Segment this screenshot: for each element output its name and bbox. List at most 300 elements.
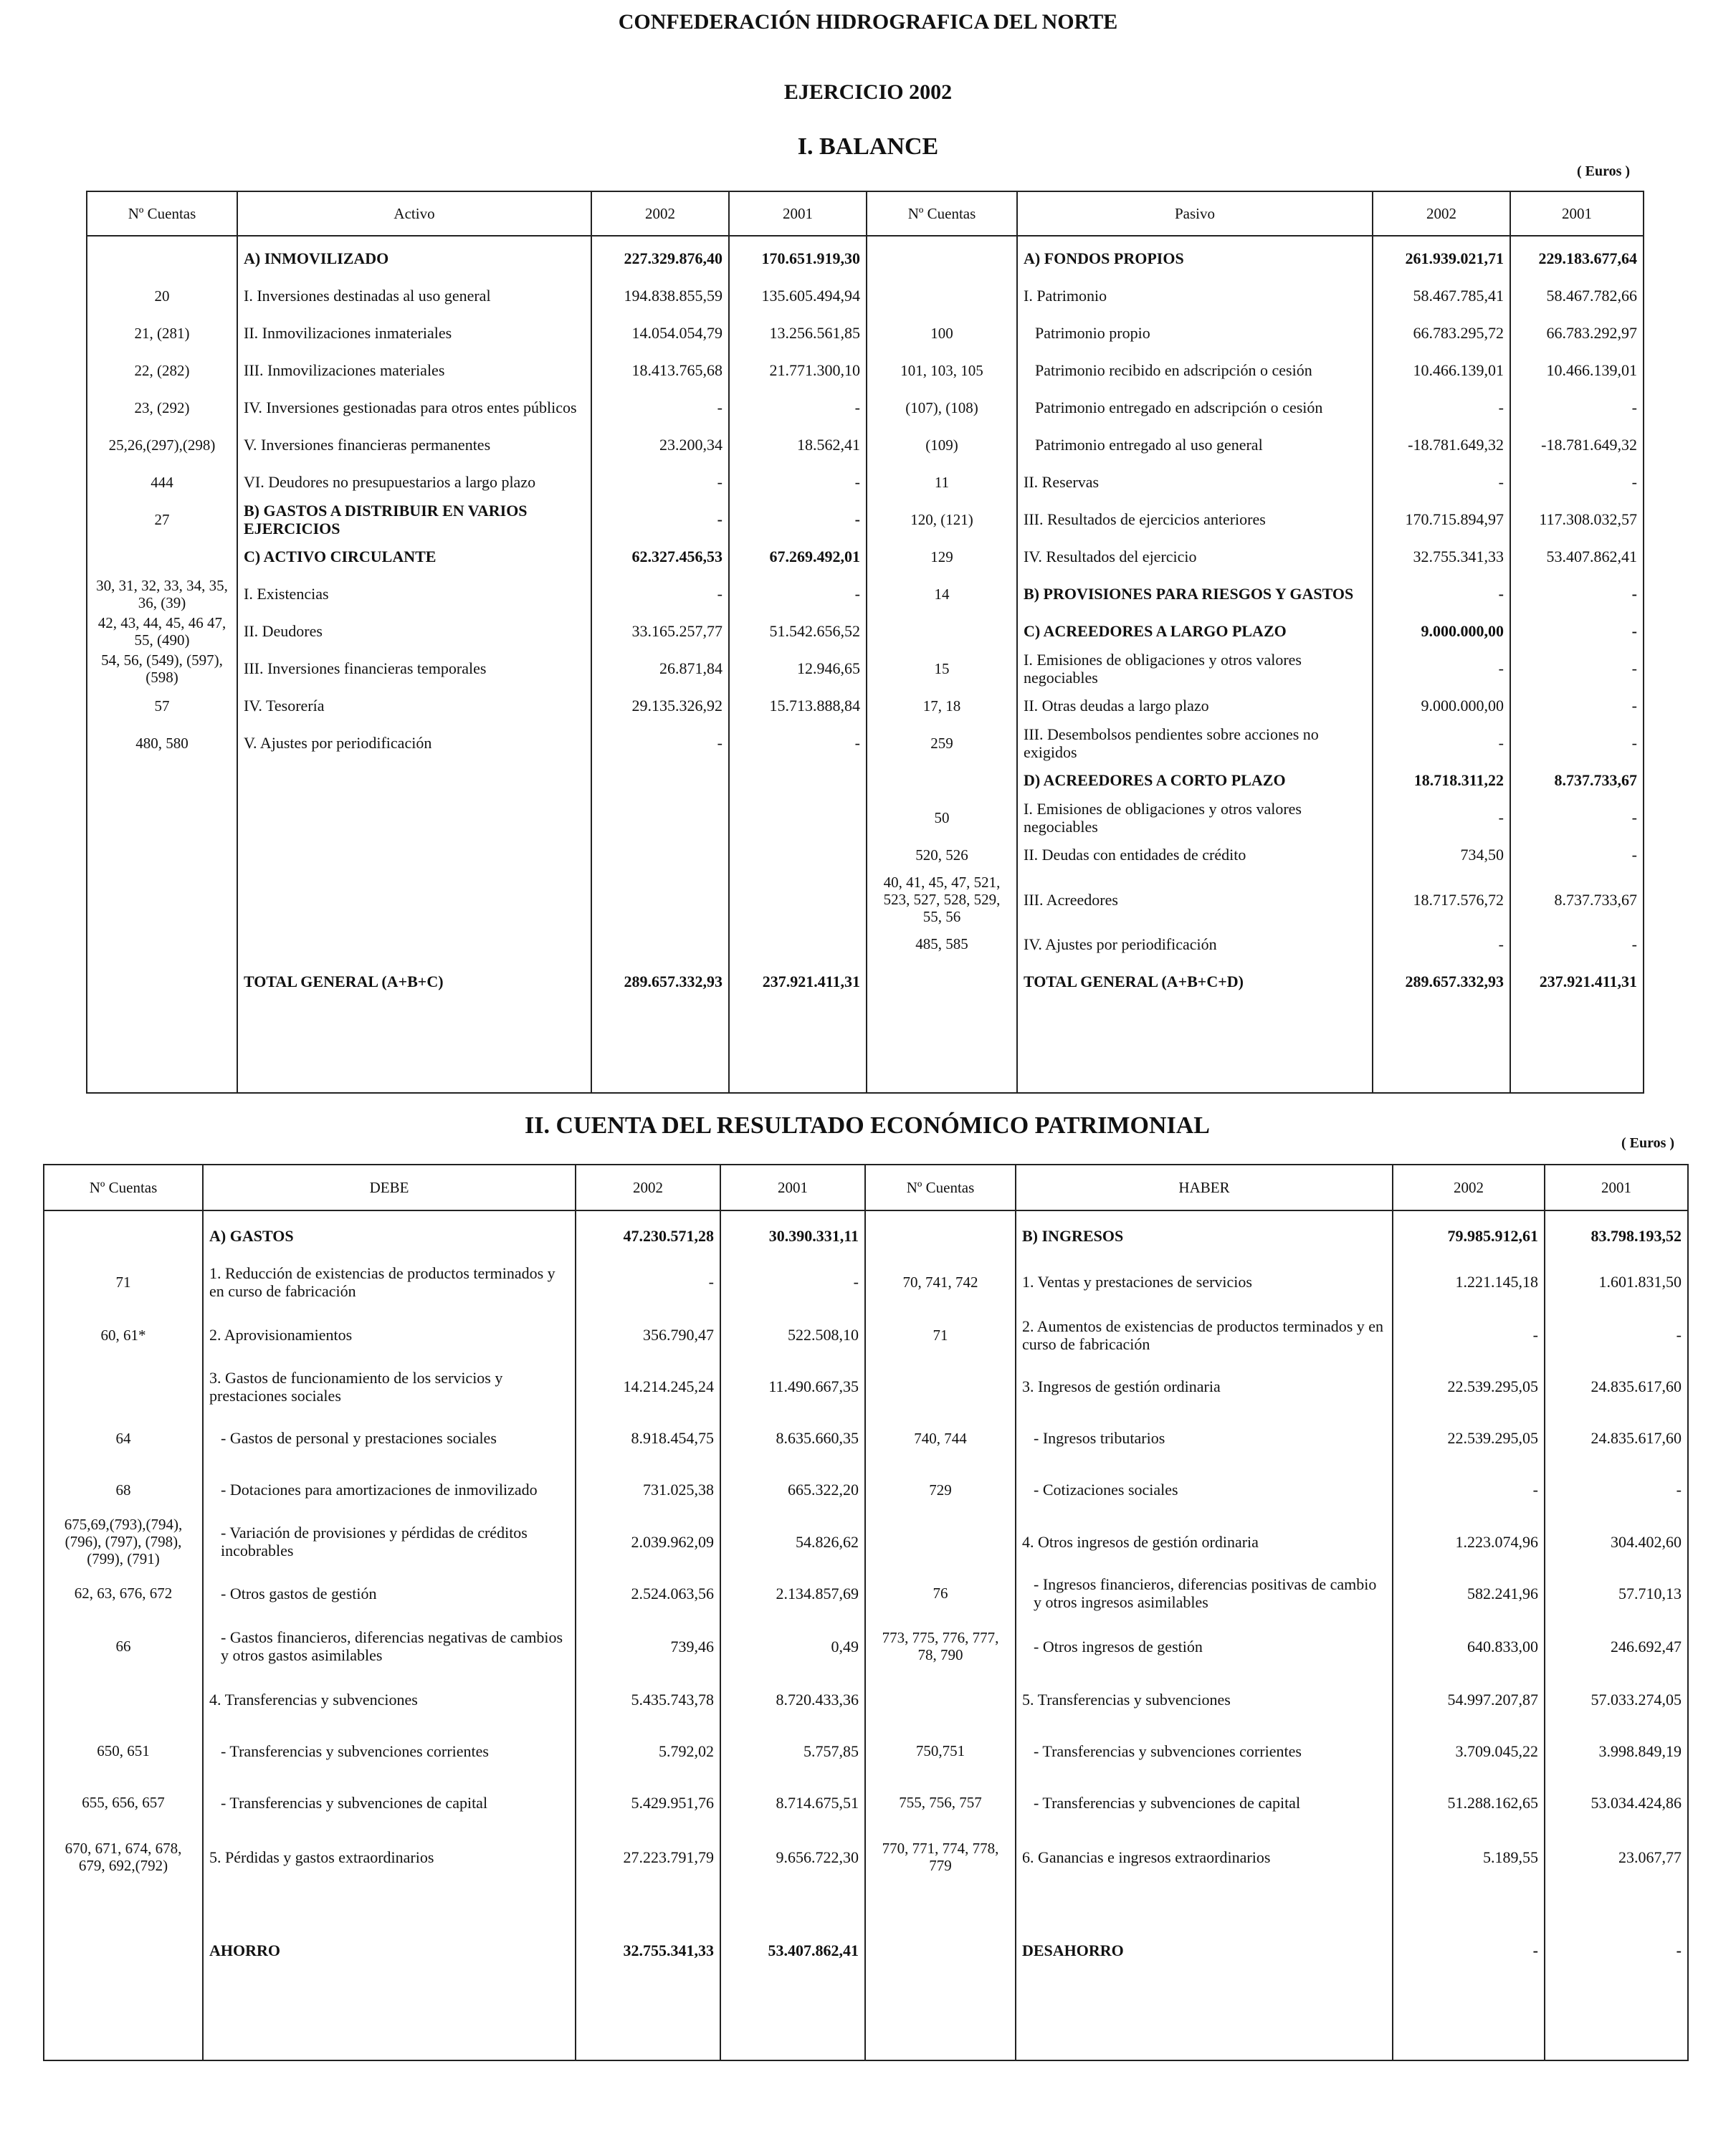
value-left-2002: 194.838.855,59 — [591, 277, 729, 315]
value-left-2002: 23.200,34 — [591, 426, 729, 464]
value-right-2001: - — [1510, 389, 1644, 426]
value-left-2002: 29.135.326,92 — [591, 687, 729, 725]
value-left-2001: 5.757,85 — [720, 1725, 865, 1777]
value-right-2002: - — [1393, 1464, 1545, 1516]
label-right: 5. Transferencias y subvenciones — [1016, 1673, 1393, 1725]
value-right-2001: 53.407.862,41 — [1510, 538, 1644, 575]
label-left: A) GASTOS — [203, 1218, 576, 1255]
balance-table — [86, 191, 1644, 1094]
value-left-2002: 5.792,02 — [576, 1725, 720, 1777]
column-header: Activo — [237, 191, 591, 236]
column-header: HABER — [1016, 1165, 1393, 1210]
value-right-2002: - — [1393, 1309, 1545, 1361]
cuentas-right — [865, 1516, 1016, 1567]
table-row — [87, 352, 1644, 389]
cuentas-right: 750,751 — [865, 1725, 1016, 1777]
cuentas-right — [867, 762, 1017, 799]
value-right-2001: 24.835.617,60 — [1545, 1361, 1688, 1413]
cuentas-right — [865, 1673, 1016, 1725]
label-right: I. Emisiones de obligaciones y otros valores negociables — [1017, 799, 1373, 836]
value-right-2001: 229.183.677,64 — [1510, 240, 1644, 277]
label-left: V. Inversiones financieras permanentes — [237, 426, 591, 464]
table-row — [87, 799, 1644, 836]
value-right-2002: 22.539.295,05 — [1393, 1413, 1545, 1464]
label-left: - Gastos financieros, diferencias negativas de cambios y otros gastos asimilables — [203, 1619, 576, 1673]
table-row — [87, 538, 1644, 575]
cuentas-left: 21, (281) — [87, 315, 237, 352]
label-right: Patrimonio recibido en adscripción o cesión — [1017, 352, 1373, 389]
value-right-2002: -18.781.649,32 — [1373, 426, 1510, 464]
resultado-units: ( Euros ) — [1621, 1135, 1675, 1151]
table-row — [87, 925, 1644, 962]
cuentas-left: 25,26,(297),(298) — [87, 426, 237, 464]
value-right-2001: - — [1545, 1886, 1688, 2015]
value-left-2001: 665.322,20 — [720, 1464, 865, 1516]
label-left: - Otros gastos de gestión — [203, 1567, 576, 1619]
table-row — [44, 1255, 1688, 1309]
table-row — [44, 1567, 1688, 1619]
value-left-2001: 18.562,41 — [729, 426, 867, 464]
cuentas-right: 770, 771, 774, 778, 779 — [865, 1828, 1016, 1886]
value-right-2001: 246.692,47 — [1545, 1619, 1688, 1673]
value-left-2002: 14.214.245,24 — [576, 1361, 720, 1413]
value-right-2002: - — [1373, 650, 1510, 687]
value-left-2002: - — [591, 389, 729, 426]
label-right: 2. Aumentos de existencias de productos terminados y en curso de fabricación — [1016, 1309, 1393, 1361]
spacer-row — [87, 1000, 1644, 1093]
value-left-2001: 170.651.919,30 — [729, 240, 867, 277]
value-left-2002: 2.039.962,09 — [576, 1516, 720, 1567]
value-right-2001: 1.601.831,50 — [1545, 1255, 1688, 1309]
cuentas-left: 60, 61* — [44, 1309, 203, 1361]
cuentas-right: 129 — [867, 538, 1017, 575]
cuentas-right — [865, 1886, 1016, 2015]
label-right: B) INGRESOS — [1016, 1218, 1393, 1255]
table-row — [87, 315, 1644, 352]
label-left: II. Inmovilizaciones inmateriales — [237, 315, 591, 352]
cuentas-right: 11 — [867, 464, 1017, 501]
cuentas-right: 40, 41, 45, 47, 521, 523, 527, 528, 529, 55, 56 — [867, 874, 1017, 925]
value-left-2001: 11.490.667,35 — [720, 1361, 865, 1413]
cuentas-left: 42, 43, 44, 45, 46 47, 55, (490) — [87, 613, 237, 650]
value-right-2001: - — [1510, 799, 1644, 836]
label-left: - Transferencias y subvenciones corrientes — [203, 1725, 576, 1777]
cuentas-right: 520, 526 — [867, 836, 1017, 874]
table-row — [87, 501, 1644, 538]
table-row — [44, 1218, 1688, 1255]
column-header: 2001 — [729, 191, 867, 236]
table-row — [44, 1619, 1688, 1673]
cuentas-left — [44, 1673, 203, 1725]
label-right: TOTAL GENERAL (A+B+C+D) — [1017, 962, 1373, 1000]
cuentas-left — [87, 836, 237, 874]
table-row — [87, 962, 1644, 1000]
value-right-2002: 32.755.341,33 — [1373, 538, 1510, 575]
table-row — [87, 575, 1644, 613]
label-right: I. Emisiones de obligaciones y otros valores negociables — [1017, 650, 1373, 687]
value-left-2001: - — [729, 725, 867, 762]
value-left-2002: 2.524.063,56 — [576, 1567, 720, 1619]
label-left: - Gastos de personal y prestaciones sociales — [203, 1413, 576, 1464]
value-right-2002: 18.718.311,22 — [1373, 762, 1510, 799]
value-right-2001: 10.466.139,01 — [1510, 352, 1644, 389]
cuentas-right — [867, 277, 1017, 315]
value-right-2001: 57.710,13 — [1545, 1567, 1688, 1619]
cuentas-left: 22, (282) — [87, 352, 237, 389]
value-left-2001: 30.390.331,11 — [720, 1218, 865, 1255]
value-left-2001: 13.256.561,85 — [729, 315, 867, 352]
column-header: Nº Cuentas — [865, 1165, 1016, 1210]
cuentas-left — [87, 962, 237, 1000]
value-right-2001: 24.835.617,60 — [1545, 1413, 1688, 1464]
value-left-2001 — [729, 836, 867, 874]
label-right: II. Reservas — [1017, 464, 1373, 501]
value-left-2002: - — [591, 575, 729, 613]
label-left — [237, 762, 591, 799]
label-right: Patrimonio entregado en adscripción o cesión — [1017, 389, 1373, 426]
value-left-2001: - — [720, 1255, 865, 1309]
value-right-2001: 8.737.733,67 — [1510, 874, 1644, 925]
value-left-2001: 8.714.675,51 — [720, 1777, 865, 1828]
label-right: 4. Otros ingresos de gestión ordinaria — [1016, 1516, 1393, 1567]
label-left: B) GASTOS A DISTRIBUIR EN VARIOS EJERCICIOS — [237, 501, 591, 538]
value-left-2002: - — [591, 464, 729, 501]
label-right: A) FONDOS PROPIOS — [1017, 240, 1373, 277]
value-right-2001: - — [1510, 650, 1644, 687]
table-row — [44, 1673, 1688, 1725]
cuentas-left: 62, 63, 676, 672 — [44, 1567, 203, 1619]
value-right-2001: - — [1510, 464, 1644, 501]
value-right-2001: 237.921.411,31 — [1510, 962, 1644, 1000]
label-left: IV. Tesorería — [237, 687, 591, 725]
value-right-2002: 3.709.045,22 — [1393, 1725, 1545, 1777]
label-right: I. Patrimonio — [1017, 277, 1373, 315]
value-left-2001: 135.605.494,94 — [729, 277, 867, 315]
value-right-2001: 117.308.032,57 — [1510, 501, 1644, 538]
value-right-2001: 58.467.782,66 — [1510, 277, 1644, 315]
value-left-2002: 739,46 — [576, 1619, 720, 1673]
table-row — [87, 874, 1644, 925]
cuentas-left — [87, 762, 237, 799]
value-left-2002: 289.657.332,93 — [591, 962, 729, 1000]
value-left-2001 — [729, 762, 867, 799]
value-right-2002: - — [1373, 464, 1510, 501]
value-right-2001: 304.402,60 — [1545, 1516, 1688, 1567]
label-right: - Cotizaciones sociales — [1016, 1464, 1393, 1516]
value-left-2002 — [591, 836, 729, 874]
cuentas-right: 70, 741, 742 — [865, 1255, 1016, 1309]
value-left-2002: 33.165.257,77 — [591, 613, 729, 650]
value-right-2002: 5.189,55 — [1393, 1828, 1545, 1886]
value-right-2001: - — [1510, 613, 1644, 650]
label-right: C) ACREEDORES A LARGO PLAZO — [1017, 613, 1373, 650]
label-right: 6. Ganancias e ingresos extraordinarios — [1016, 1828, 1393, 1886]
label-left: 4. Transferencias y subvenciones — [203, 1673, 576, 1725]
value-right-2001: 57.033.274,05 — [1545, 1673, 1688, 1725]
cuentas-right: 259 — [867, 725, 1017, 762]
value-left-2001: 8.635.660,35 — [720, 1413, 865, 1464]
value-right-2001: - — [1510, 687, 1644, 725]
table-row — [44, 1464, 1688, 1516]
table-row — [87, 725, 1644, 762]
column-header: Pasivo — [1017, 191, 1373, 236]
value-left-2002 — [591, 762, 729, 799]
table-row — [87, 240, 1644, 277]
cuentas-right — [865, 1218, 1016, 1255]
table-row — [87, 389, 1644, 426]
value-left-2002: 32.755.341,33 — [576, 1886, 720, 2015]
value-right-2002: 22.539.295,05 — [1393, 1361, 1545, 1413]
cuentas-left: 54, 56, (549), (597), (598) — [87, 650, 237, 687]
value-left-2001: 237.921.411,31 — [729, 962, 867, 1000]
label-right: IV. Resultados del ejercicio — [1017, 538, 1373, 575]
table-row — [87, 650, 1644, 687]
ejercicio-label: EJERCICIO 2002 — [783, 80, 953, 104]
value-right-2002: - — [1373, 575, 1510, 613]
label-left: III. Inversiones financieras temporales — [237, 650, 591, 687]
value-left-2002: 18.413.765,68 — [591, 352, 729, 389]
value-left-2001: 21.771.300,10 — [729, 352, 867, 389]
label-right: - Otros ingresos de gestión — [1016, 1619, 1393, 1673]
label-right: III. Resultados de ejercicios anteriores — [1017, 501, 1373, 538]
cuentas-left — [87, 925, 237, 962]
value-right-2002: 51.288.162,65 — [1393, 1777, 1545, 1828]
value-right-2001: 3.998.849,19 — [1545, 1725, 1688, 1777]
label-left: I. Existencias — [237, 575, 591, 613]
value-right-2002: 261.939.021,71 — [1373, 240, 1510, 277]
value-left-2001: 8.720.433,36 — [720, 1673, 865, 1725]
value-left-2002: - — [591, 501, 729, 538]
table-row — [44, 1309, 1688, 1361]
table-row — [44, 1516, 1688, 1567]
label-left — [237, 799, 591, 836]
value-left-2002: - — [591, 725, 729, 762]
cuentas-left: 57 — [87, 687, 237, 725]
value-right-2002: 9.000.000,00 — [1373, 613, 1510, 650]
value-left-2002 — [591, 925, 729, 962]
label-left: III. Inmovilizaciones materiales — [237, 352, 591, 389]
label-left: I. Inversiones destinadas al uso general — [237, 277, 591, 315]
cuentas-right: 17, 18 — [867, 687, 1017, 725]
value-left-2002: - — [576, 1255, 720, 1309]
cuentas-left: 27 — [87, 501, 237, 538]
cuentas-left: 480, 580 — [87, 725, 237, 762]
value-left-2002: 8.918.454,75 — [576, 1413, 720, 1464]
value-left-2002: 26.871,84 — [591, 650, 729, 687]
value-right-2002: 1.221.145,18 — [1393, 1255, 1545, 1309]
cuentas-right: 485, 585 — [867, 925, 1017, 962]
value-right-2002: 54.997.207,87 — [1393, 1673, 1545, 1725]
document-title: CONFEDERACIÓN HIDROGRAFICA DEL NORTE — [618, 10, 1118, 34]
column-header: 2002 — [591, 191, 729, 236]
label-left: 5. Pérdidas y gastos extraordinarios — [203, 1828, 576, 1886]
cuentas-left — [44, 1886, 203, 2015]
label-left: C) ACTIVO CIRCULANTE — [237, 538, 591, 575]
value-left-2002: 62.327.456,53 — [591, 538, 729, 575]
cuentas-right — [867, 962, 1017, 1000]
value-left-2002: 5.429.951,76 — [576, 1777, 720, 1828]
value-right-2001: 8.737.733,67 — [1510, 762, 1644, 799]
value-right-2002: - — [1373, 725, 1510, 762]
label-left: II. Deudores — [237, 613, 591, 650]
label-right: II. Otras deudas a largo plazo — [1017, 687, 1373, 725]
column-header: 2001 — [1510, 191, 1644, 236]
cuentas-left: 23, (292) — [87, 389, 237, 426]
cuentas-right: 740, 744 — [865, 1413, 1016, 1464]
value-left-2001: 9.656.722,30 — [720, 1828, 865, 1886]
table-header-row — [87, 191, 1644, 236]
label-left: VI. Deudores no presupuestarios a largo plazo — [237, 464, 591, 501]
value-right-2002: - — [1373, 925, 1510, 962]
label-left — [237, 836, 591, 874]
value-left-2002: 47.230.571,28 — [576, 1218, 720, 1255]
label-left — [237, 925, 591, 962]
value-left-2001: 67.269.492,01 — [729, 538, 867, 575]
value-left-2001: - — [729, 575, 867, 613]
value-right-2002: - — [1373, 799, 1510, 836]
cuentas-right — [867, 613, 1017, 650]
column-header: 2001 — [1545, 1165, 1688, 1210]
value-right-2002: 79.985.912,61 — [1393, 1218, 1545, 1255]
value-right-2001: 53.034.424,86 — [1545, 1777, 1688, 1828]
column-header: 2002 — [1373, 191, 1510, 236]
value-right-2002: 18.717.576,72 — [1373, 874, 1510, 925]
table-row — [87, 836, 1644, 874]
cuentas-left — [44, 1218, 203, 1255]
resultado-title: II. CUENTA DEL RESULTADO ECONÓMICO PATRIMONIAL — [525, 1112, 1210, 1139]
cuentas-left: 64 — [44, 1413, 203, 1464]
value-left-2002: 27.223.791,79 — [576, 1828, 720, 1886]
value-left-2001: 51.542.656,52 — [729, 613, 867, 650]
table-row — [44, 1361, 1688, 1413]
cuentas-left: 20 — [87, 277, 237, 315]
label-right: - Ingresos tributarios — [1016, 1413, 1393, 1464]
cuentas-left: 655, 656, 657 — [44, 1777, 203, 1828]
balance-title: I. BALANCE — [797, 133, 939, 160]
value-right-2001: - — [1545, 1464, 1688, 1516]
label-left: 1. Reducción de existencias de productos terminados y en curso de fabricación — [203, 1255, 576, 1309]
cuentas-left: 650, 651 — [44, 1725, 203, 1777]
cuentas-right: 755, 756, 757 — [865, 1777, 1016, 1828]
value-right-2002: 58.467.785,41 — [1373, 277, 1510, 315]
cuentas-left: 30, 31, 32, 33, 34, 35, 36, (39) — [87, 575, 237, 613]
value-left-2001 — [729, 874, 867, 925]
label-left: V. Ajustes por periodificación — [237, 725, 591, 762]
value-right-2002: 66.783.295,72 — [1373, 315, 1510, 352]
table-row — [87, 613, 1644, 650]
value-left-2001 — [729, 799, 867, 836]
cuentas-right: (109) — [867, 426, 1017, 464]
cuentas-left — [87, 874, 237, 925]
cuentas-left: 66 — [44, 1619, 203, 1673]
label-right: III. Desembolsos pendientes sobre acciones no exigidos — [1017, 725, 1373, 762]
value-right-2001: 23.067,77 — [1545, 1828, 1688, 1886]
cuentas-right — [865, 1361, 1016, 1413]
column-header: Nº Cuentas — [44, 1165, 203, 1210]
label-left: - Transferencias y subvenciones de capital — [203, 1777, 576, 1828]
label-left: 2. Aprovisionamientos — [203, 1309, 576, 1361]
label-left — [237, 874, 591, 925]
table-row — [87, 277, 1644, 315]
table-row — [44, 1777, 1688, 1828]
cuentas-left — [87, 799, 237, 836]
value-left-2001: 15.713.888,84 — [729, 687, 867, 725]
label-left: - Variación de provisiones y pérdidas de créditos incobrables — [203, 1516, 576, 1567]
label-right: 3. Ingresos de gestión ordinaria — [1016, 1361, 1393, 1413]
cuentas-left — [44, 1361, 203, 1413]
label-right: - Ingresos financieros, diferencias positivas de cambio y otros ingresos asimilables — [1016, 1567, 1393, 1619]
cuentas-right: 729 — [865, 1464, 1016, 1516]
table-header-row — [44, 1165, 1688, 1210]
resultado-table — [43, 1164, 1689, 2061]
label-left: IV. Inversiones gestionadas para otros entes públicos — [237, 389, 591, 426]
value-left-2001: 522.508,10 — [720, 1309, 865, 1361]
label-left: TOTAL GENERAL (A+B+C) — [237, 962, 591, 1000]
value-left-2001: 12.946,65 — [729, 650, 867, 687]
value-right-2001: - — [1545, 1309, 1688, 1361]
balance-units: ( Euros ) — [1577, 163, 1631, 179]
cuentas-right: 15 — [867, 650, 1017, 687]
value-left-2002: 14.054.054,79 — [591, 315, 729, 352]
cuentas-left: 675,69,(793),(794), (796), (797), (798), (799), (791) — [44, 1516, 203, 1567]
value-right-2002: 170.715.894,97 — [1373, 501, 1510, 538]
value-right-2001: - — [1510, 725, 1644, 762]
value-left-2001: 2.134.857,69 — [720, 1567, 865, 1619]
value-right-2001: - — [1510, 836, 1644, 874]
column-header: 2002 — [576, 1165, 720, 1210]
value-left-2001: - — [729, 464, 867, 501]
cuentas-right: 50 — [867, 799, 1017, 836]
label-right: - Transferencias y subvenciones de capital — [1016, 1777, 1393, 1828]
value-left-2002: 356.790,47 — [576, 1309, 720, 1361]
value-left-2002: 731.025,38 — [576, 1464, 720, 1516]
value-right-2001: -18.781.649,32 — [1510, 426, 1644, 464]
table-row — [44, 1886, 1688, 2015]
label-left: 3. Gastos de funcionamiento de los servicios y prestaciones sociales — [203, 1361, 576, 1413]
cuentas-right: 773, 775, 776, 777, 78, 790 — [865, 1619, 1016, 1673]
table-row — [44, 1725, 1688, 1777]
cuentas-right: 14 — [867, 575, 1017, 613]
label-right: II. Deudas con entidades de crédito — [1017, 836, 1373, 874]
value-right-2002: 10.466.139,01 — [1373, 352, 1510, 389]
value-right-2001: 66.783.292,97 — [1510, 315, 1644, 352]
column-header: DEBE — [203, 1165, 576, 1210]
label-right: Patrimonio entregado al uso general — [1017, 426, 1373, 464]
column-header: 2002 — [1393, 1165, 1545, 1210]
value-right-2002: - — [1373, 389, 1510, 426]
table-row — [87, 762, 1644, 799]
cuentas-right: (107), (108) — [867, 389, 1017, 426]
value-left-2002 — [591, 874, 729, 925]
value-left-2002 — [591, 799, 729, 836]
cuentas-right: 101, 103, 105 — [867, 352, 1017, 389]
value-right-2002: 734,50 — [1373, 836, 1510, 874]
cuentas-left: 444 — [87, 464, 237, 501]
value-left-2001: 0,49 — [720, 1619, 865, 1673]
column-header: 2001 — [720, 1165, 865, 1210]
label-left: AHORRO — [203, 1886, 576, 2015]
value-left-2001: - — [729, 389, 867, 426]
value-right-2002: 640.833,00 — [1393, 1619, 1545, 1673]
cuentas-right: 71 — [865, 1309, 1016, 1361]
label-left: A) INMOVILIZADO — [237, 240, 591, 277]
value-left-2001: 53.407.862,41 — [720, 1886, 865, 2015]
table-row — [87, 426, 1644, 464]
value-right-2001: 83.798.193,52 — [1545, 1218, 1688, 1255]
cuentas-left — [87, 240, 237, 277]
cuentas-left: 71 — [44, 1255, 203, 1309]
cuentas-left — [87, 538, 237, 575]
